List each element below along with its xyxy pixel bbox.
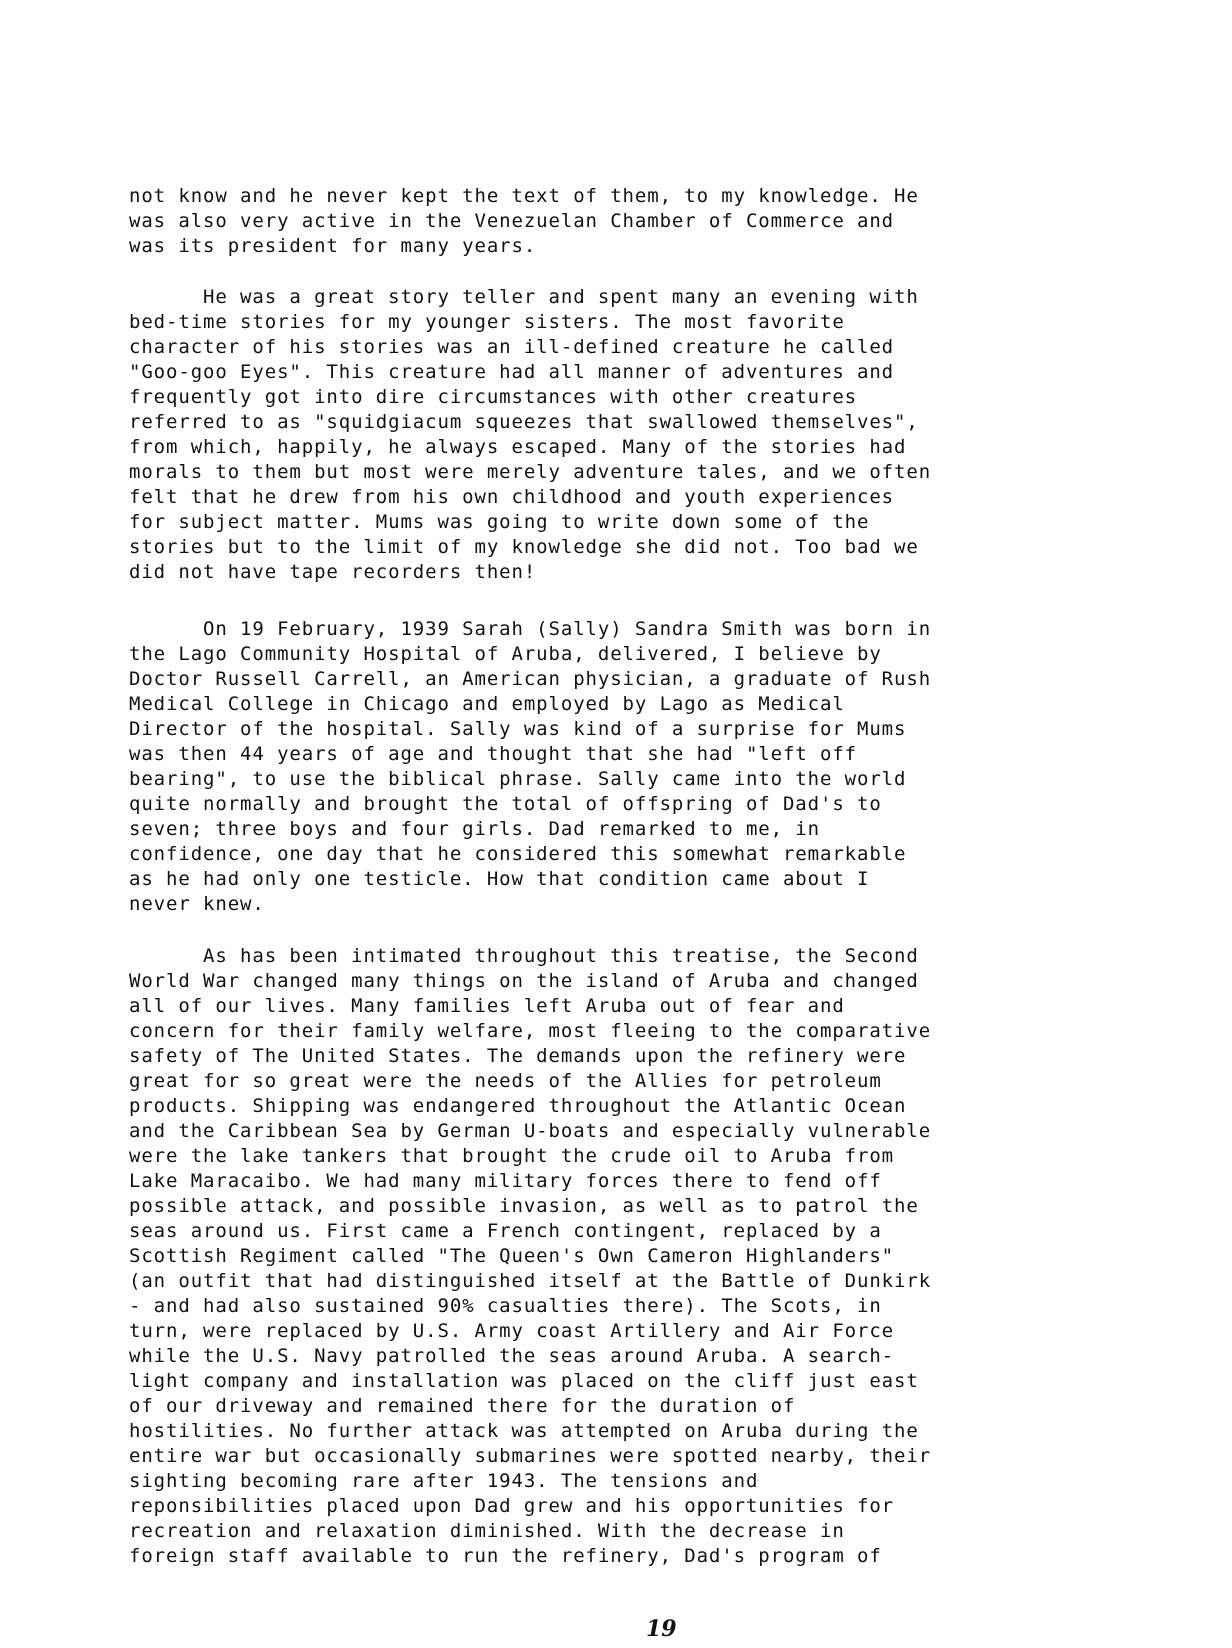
text-line: while the U.S. Navy patrolled the seas around Aruba. A search- xyxy=(129,1345,895,1367)
paragraph-1 xyxy=(129,184,1127,259)
text-line: for subject matter. Mums was going to write down some of the xyxy=(129,511,870,533)
text-line: frequently got into dire circumstances with other creatures xyxy=(129,386,857,408)
text-line: possible attack, and possible invasion, as well as to patrol the xyxy=(129,1195,919,1217)
text-line: was then 44 years of age and thought that she had "left off xyxy=(129,743,857,765)
text-line: bed-time stories for my younger sisters. The most favorite xyxy=(129,311,845,333)
text-line: seas around us. First came a French contingent, replaced by a xyxy=(129,1220,882,1242)
text-line: Lake Maracaibo. We had many military forces there to fend off xyxy=(129,1170,882,1192)
paragraph-4 xyxy=(129,944,1127,1569)
text-line: Scottish Regiment called "The Queen's Own Cameron Highlanders" xyxy=(129,1245,895,1267)
text-line: As has been intimated throughout this treatise, the Second xyxy=(129,945,919,967)
text-line: safety of The United States. The demands upon the refinery were xyxy=(129,1045,907,1067)
paragraph-2 xyxy=(129,285,1127,585)
text-line: - and had also sustained 90% casualties there). The Scots, in xyxy=(129,1295,882,1317)
text-line: turn, were replaced by U.S. Army coast Artillery and Air Force xyxy=(129,1320,895,1342)
text-line: World War changed many things on the island of Aruba and changed xyxy=(129,970,919,992)
text-line: bearing", to use the biblical phrase. Sally came into the world xyxy=(129,768,907,790)
text-line: did not have tape recorders then! xyxy=(129,561,537,583)
text-line: from which, happily, he always escaped. Many of the stories had xyxy=(129,436,907,458)
text-line: seven; three boys and four girls. Dad remarked to me, in xyxy=(129,818,820,840)
text-line: light company and installation was placed on the cliff just east xyxy=(129,1370,919,1392)
text-line: concern for their family welfare, most fleeing to the comparative xyxy=(129,1020,932,1042)
text-line: (an outfit that had distinguished itself at the Battle of Dunkirk xyxy=(129,1270,932,1292)
text-line: as he had only one testicle. How that condition came about I xyxy=(129,868,870,890)
text-line: were the lake tankers that brought the crude oil to Aruba from xyxy=(129,1145,895,1167)
text-line: morals to them but most were merely adventure tales, and we often xyxy=(129,461,932,483)
text-line: hostilities. No further attack was attempted on Aruba during the xyxy=(129,1420,919,1442)
text-line: never knew. xyxy=(129,893,265,915)
text-line: entire war but occasionally submarines were spotted nearby, their xyxy=(129,1445,932,1467)
text-line: was also very active in the Venezuelan Chamber of Commerce and xyxy=(129,210,895,232)
text-line: Doctor Russell Carrell, an American physician, a graduate of Rush xyxy=(129,668,932,690)
text-line: recreation and relaxation diminished. With the decrease in xyxy=(129,1520,845,1542)
text-line: felt that he drew from his own childhood and youth experiences xyxy=(129,486,895,508)
text-line: confidence, one day that he considered this somewhat remarkable xyxy=(129,843,907,865)
paragraph-3 xyxy=(129,617,1127,917)
text-line: On 19 February, 1939 Sarah (Sally) Sandra Smith was born in xyxy=(129,618,932,640)
text-line: sighting becoming rare after 1943. The tensions and xyxy=(129,1470,759,1492)
text-line: character of his stories was an ill-defined creature he called xyxy=(129,336,895,358)
text-line: "Goo-goo Eyes". This creature had all manner of adventures and xyxy=(129,361,895,383)
text-line: referred to as "squidgiacum squeezes that swallowed themselves", xyxy=(129,411,919,433)
text-line: great for so great were the needs of the Allies for petroleum xyxy=(129,1070,882,1092)
text-line: foreign staff available to run the refinery, Dad's program of xyxy=(129,1545,882,1567)
text-line: reponsibilities placed upon Dad grew and his opportunities for xyxy=(129,1495,895,1517)
text-line: Director of the hospital. Sally was kind of a surprise for Mums xyxy=(129,718,907,740)
text-line: all of our lives. Many families left Aruba out of fear and xyxy=(129,995,845,1017)
text-line: and the Caribbean Sea by German U-boats and especially vulnerable xyxy=(129,1120,932,1142)
text-line: products. Shipping was endangered throughout the Atlantic Ocean xyxy=(129,1095,907,1117)
page-number: 19 xyxy=(646,1616,677,1642)
text-line: the Lago Community Hospital of Aruba, delivered, I believe by xyxy=(129,643,882,665)
text-line: of our driveway and remained there for the duration of xyxy=(129,1395,796,1417)
text-line: He was a great story teller and spent many an evening with xyxy=(129,286,919,308)
text-line: Medical College in Chicago and employed by Lago as Medical xyxy=(129,693,845,715)
text-line: not know and he never kept the text of them, to my knowledge. He xyxy=(129,185,919,207)
text-line: stories but to the limit of my knowledge she did not. Too bad we xyxy=(129,536,919,558)
text-line: quite normally and brought the total of offspring of Dad's to xyxy=(129,793,882,815)
text-line: was its president for many years. xyxy=(129,235,537,257)
